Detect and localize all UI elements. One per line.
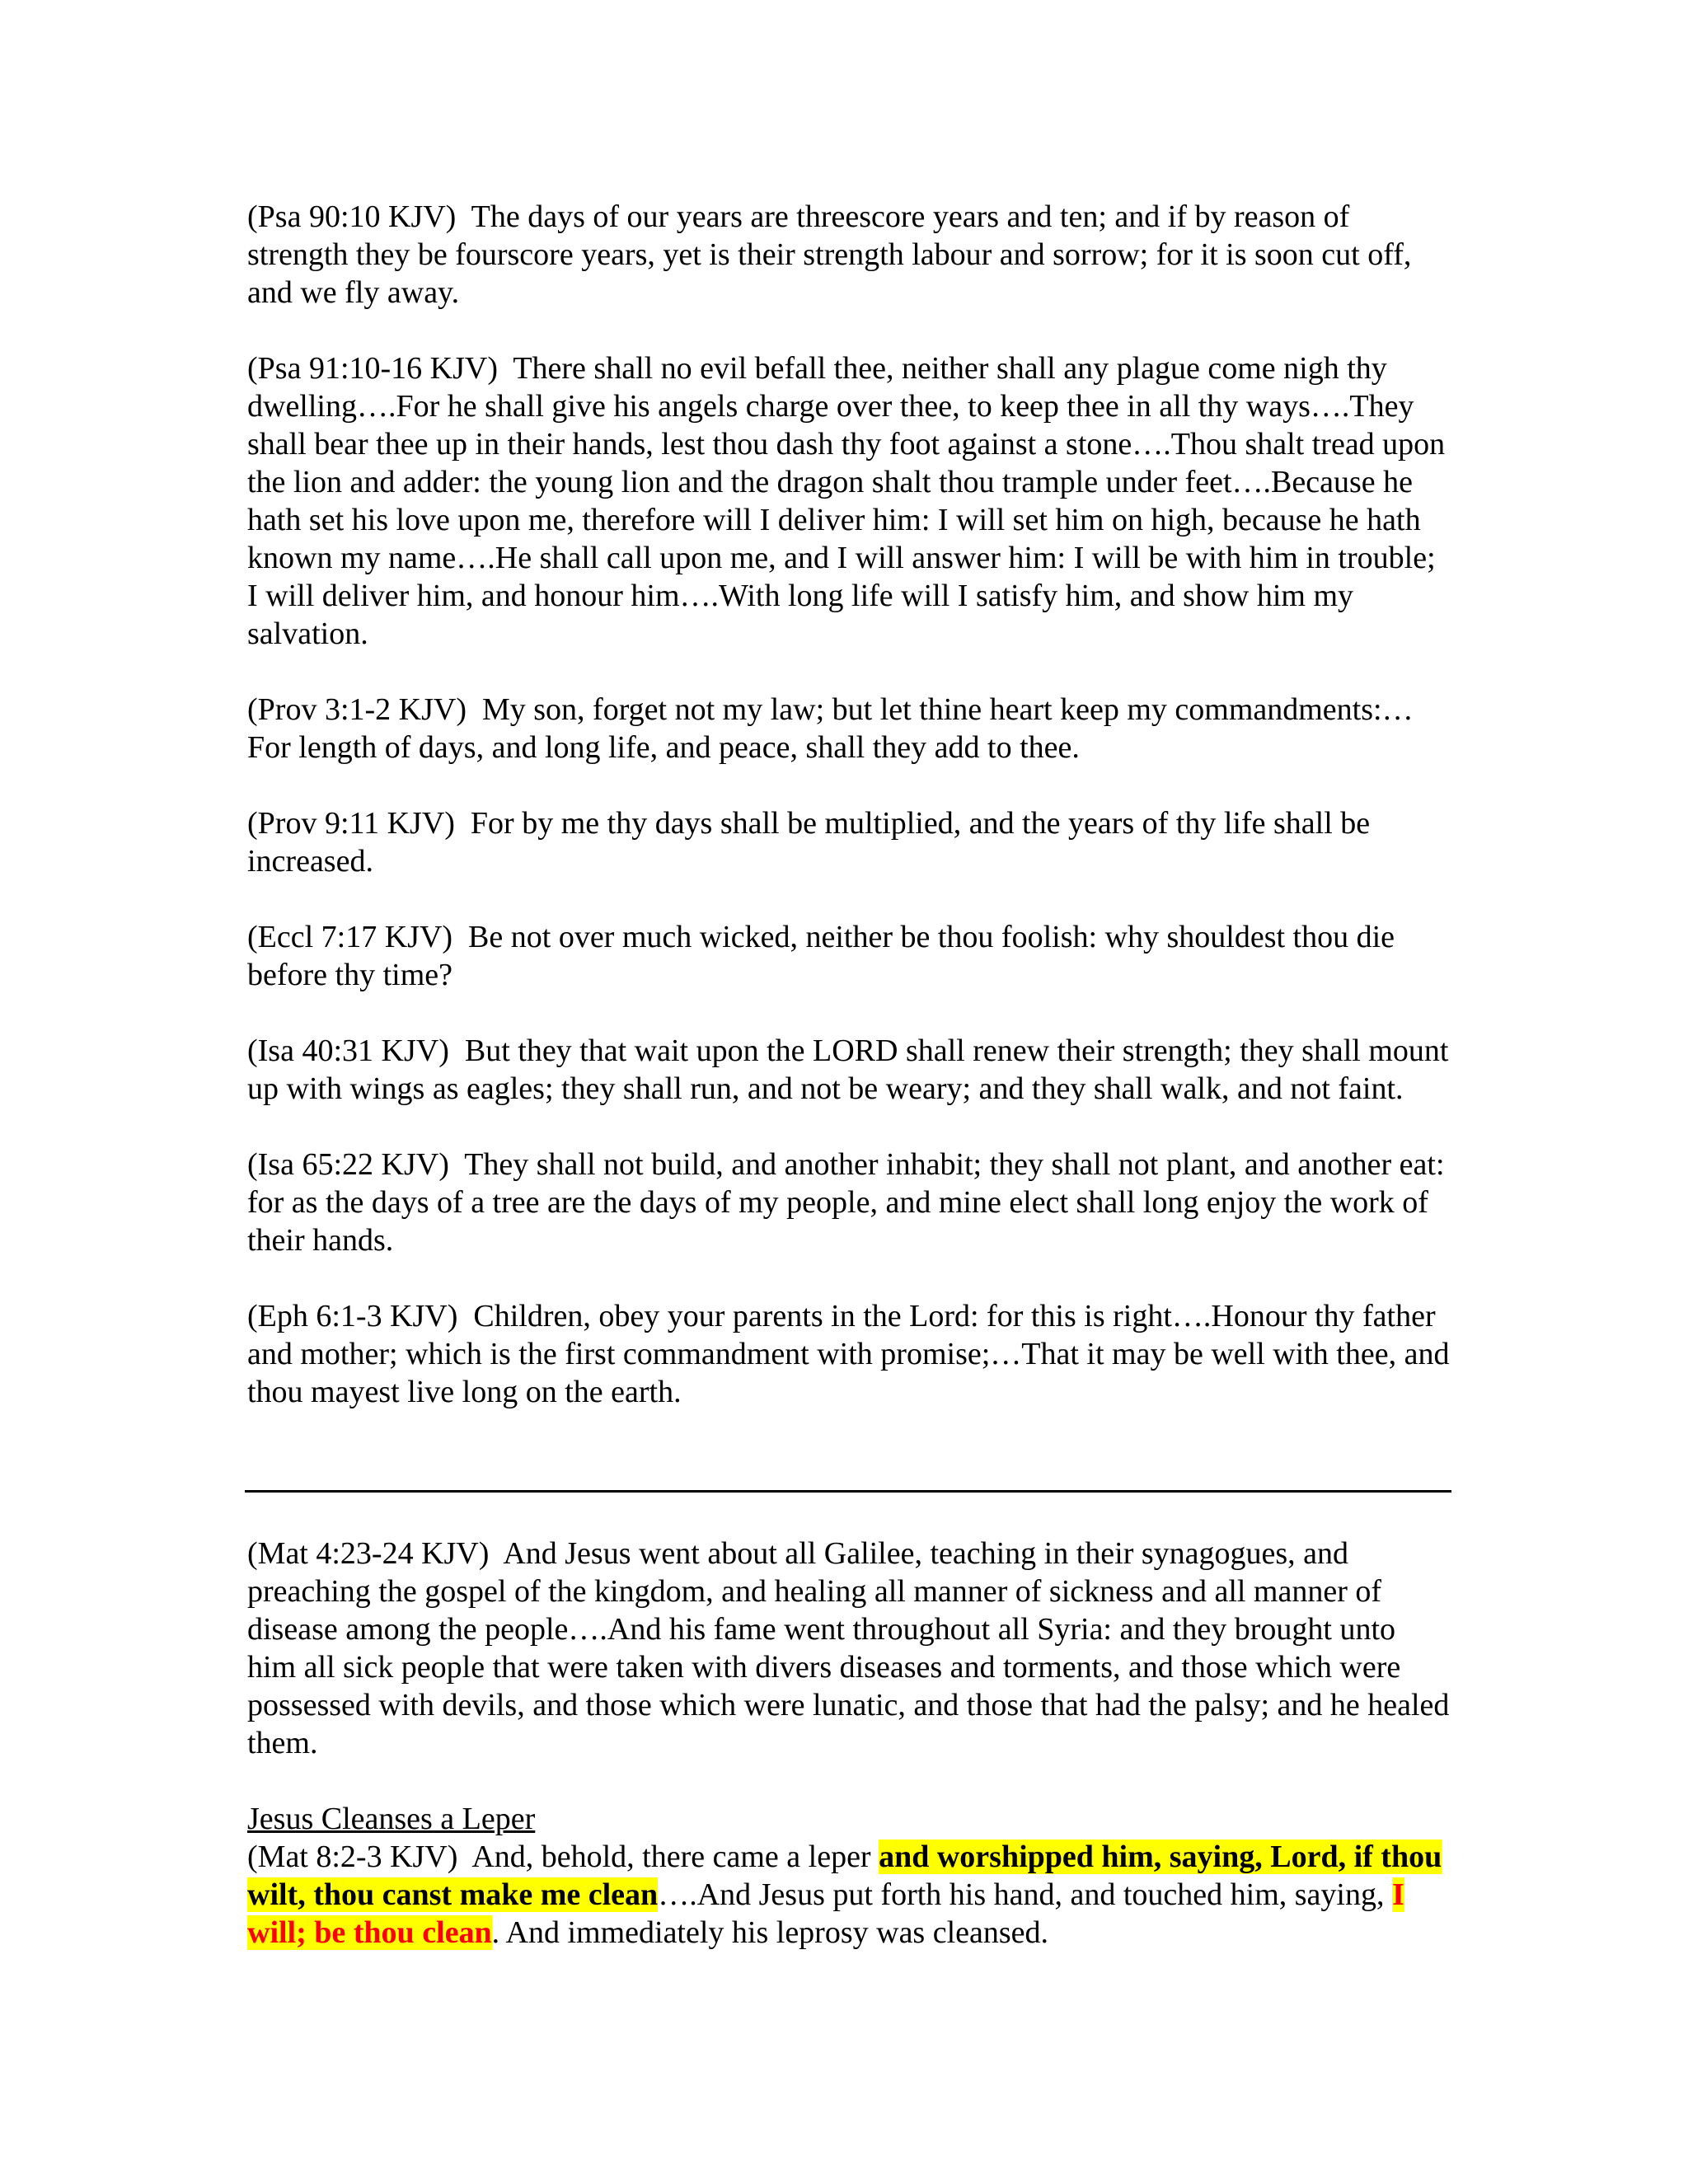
verse-ref: (Mat 4:23-24 KJV)	[247, 1536, 490, 1571]
verse-isa-65-22	[247, 1146, 1451, 1259]
verse-isa-40-31	[247, 1032, 1451, 1108]
verse-ref: (Eccl 7:17 KJV)	[247, 920, 453, 954]
verse-mat-8-2-3	[247, 1838, 1451, 1952]
gospel-section	[247, 1535, 1451, 1990]
verse-ref: (Prov 3:1-2 KJV)	[247, 692, 467, 727]
section-divider	[245, 1490, 1451, 1493]
verse-ref: (Psa 90:10 KJV)	[247, 199, 457, 234]
verse-text: Children, obey your parents in the Lord: for this is right….Honour thy father and mother; which is the first commandment with promise;…That it may be well with thee, and thou mayest live long on the earth.	[247, 1299, 1450, 1409]
verse-text: They shall not build, and another inhabit; they shall not plant, and another eat: for as the days of a tree are the days of my people, and mine elect shall long enjoy the work of their hands.	[247, 1147, 1445, 1258]
verse-text: And, behold, there came a leper	[471, 1840, 871, 1874]
verse-ref: (Psa 91:10-16 KJV)	[247, 351, 498, 386]
verse-ref: (Isa 65:22 KJV)	[247, 1147, 449, 1182]
verse-text: Be not over much wicked, neither be thou foolish: why shouldest thou die before thy time?	[247, 920, 1395, 992]
verse-eccl-7-17	[247, 918, 1451, 994]
verse-psa-90-10	[247, 198, 1451, 312]
verse-ref: (Eph 6:1-3 KJV)	[247, 1299, 458, 1333]
highlighted-text: and worshipped him, saying, Lord, if thou wilt, thou canst make me clean	[247, 1840, 1442, 1912]
verse-eph-6-1-3	[247, 1297, 1451, 1411]
verse-ref: (Isa 40:31 KJV)	[247, 1033, 449, 1068]
verse-prov-3-1-2	[247, 691, 1451, 766]
verse-list	[247, 198, 1451, 1449]
verse-text: My son, forget not my law; but let thine heart keep my commandments:…For length of days, and long life, and peace, shall they add to thee.	[247, 692, 1414, 765]
verse-text: And Jesus went about all Galilee, teaching in their synagogues, and preaching the gospel of the kingdom, and healing all manner of sickness and all manner of disease among the people….And his fame went throughout all Syria: and they brought unto him all sick people that were taken with divers diseases and torments, and those which were possessed with devils, and those which were lunatic, and those that had the palsy; and he healed them.	[247, 1536, 1450, 1760]
verse-mat-4-23-24	[247, 1535, 1451, 1762]
verse-text: For by me thy days shall be multiplied, and the years of thy life shall be increased.	[247, 806, 1371, 879]
verse-text: . And immediately his leprosy was cleansed.	[491, 1915, 1049, 1950]
verse-prov-9-11	[247, 804, 1451, 880]
section-heading: Jesus Cleanses a Leper	[247, 1802, 536, 1836]
verse-text: But they that wait upon the LORD shall renew their strength; they shall mount up with wings as eagles; they shall run, and not be weary; and they shall walk, and not faint.	[247, 1033, 1449, 1106]
verse-ref: (Prov 9:11 KJV)	[247, 806, 455, 841]
verse-text: The days of our years are threescore years and ten; and if by reason of strength they be fourscore years, yet is their strength labour and sorrow; for it is soon cut off, and we fly away.	[247, 199, 1412, 310]
verse-ref: (Mat 8:2-3 KJV)	[247, 1840, 458, 1874]
verse-psa-91-10-16	[247, 349, 1451, 653]
verse-text: There shall no evil befall thee, neither shall any plague come nigh thy dwelling….For he shall give his angels charge over thee, to keep thee in all thy ways….They shall bear thee up in their hands, lest thou dash thy foot against a stone….Thou shalt tread upon the lion and adder: the young lion and the dragon shalt thou trample under feet….Because he hath set his love upon me, therefore will I deliver him: I will set him on high, because he hath known my name….He shall call upon me, and I will answer him: I will be with him in trouble; I will deliver him, and honour him….With long life will I satisfy him, and show him my salvation.	[247, 351, 1446, 651]
verse-text: ….And Jesus put forth his hand, and touched him, saying,	[658, 1877, 1385, 1912]
highlighted-red-text: I will; be thou clean	[247, 1877, 1404, 1950]
